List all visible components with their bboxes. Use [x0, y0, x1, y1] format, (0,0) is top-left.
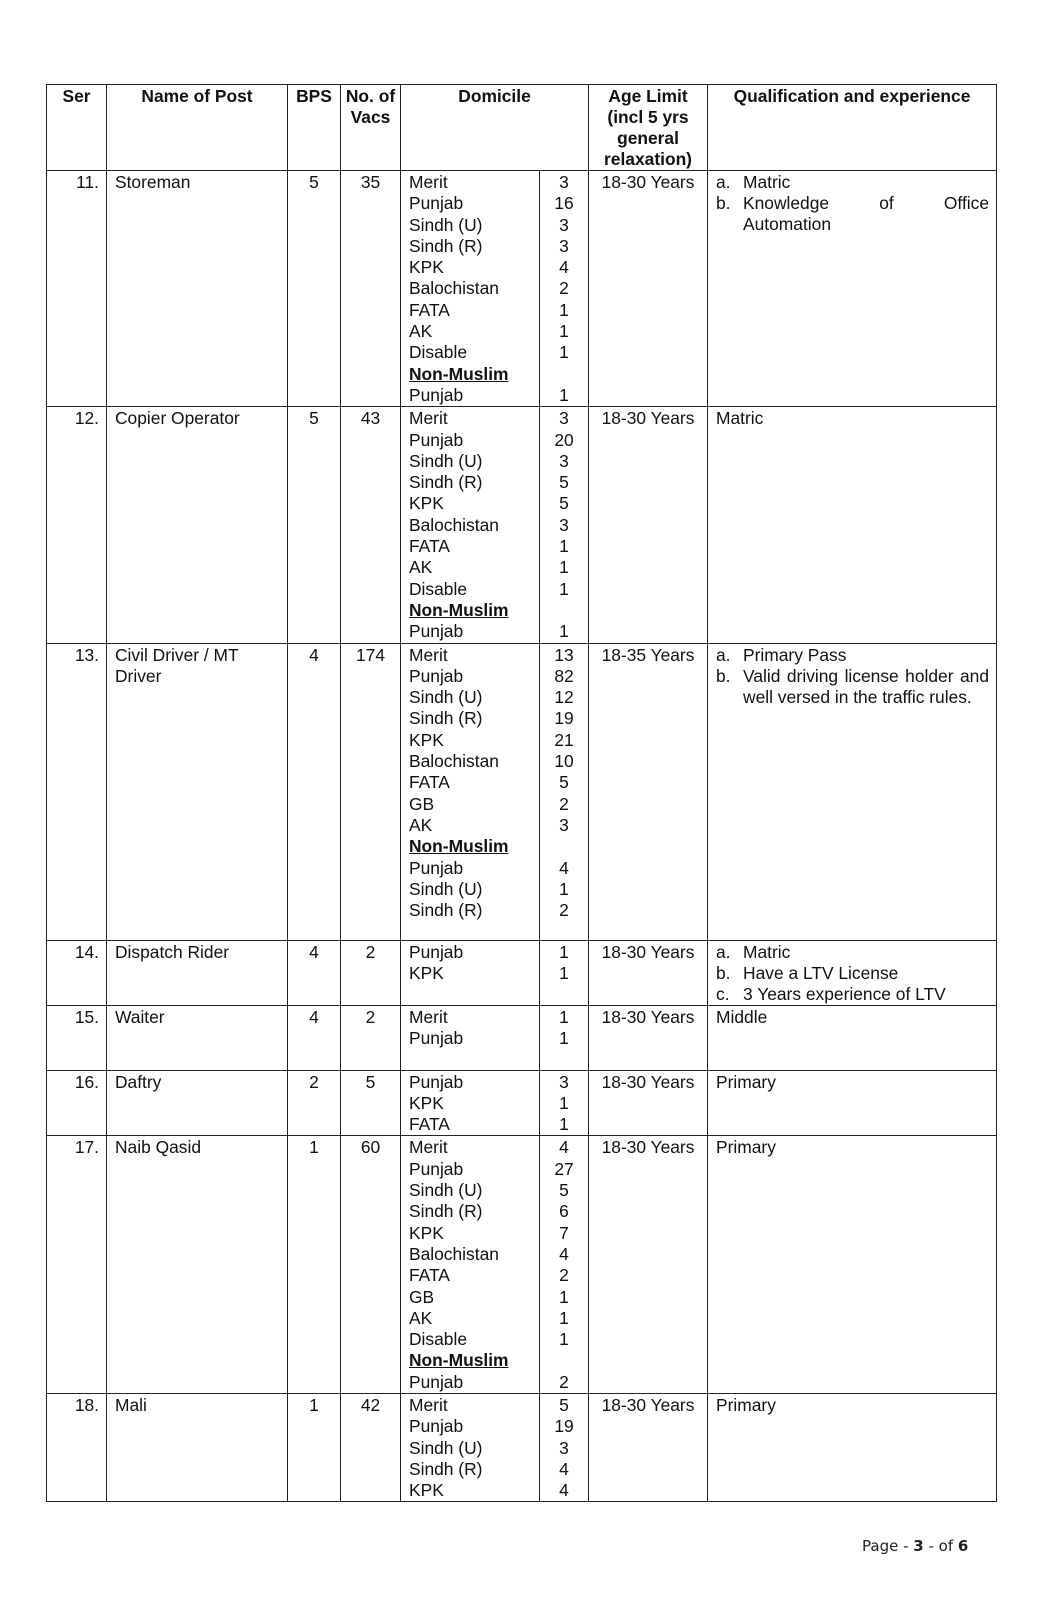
domicile-count: 4 — [559, 1480, 569, 1501]
footer-page-number: 3 — [913, 1537, 924, 1555]
domicile-count: 19 — [554, 1416, 574, 1437]
domicile-count: 3 — [559, 450, 569, 471]
domicile-name: Sindh (U) — [409, 450, 483, 471]
header-age-limit: Age Limit (incl 5 yrs general relaxation) — [589, 85, 708, 171]
domicile-count — [540, 836, 588, 857]
domicile-count: 20 — [554, 429, 574, 450]
footer-page-total: 6 — [957, 1537, 969, 1555]
domicile-count: 1 — [559, 321, 569, 342]
domicile-count: 3 — [559, 814, 569, 835]
domicile-list — [401, 171, 540, 407]
bps-grade: 4 — [288, 1005, 341, 1070]
qualification-list — [716, 1007, 989, 1028]
qualification-letter: a. — [716, 941, 731, 962]
table-row — [47, 407, 997, 643]
table-row — [47, 940, 997, 1005]
domicile-count: 1 — [559, 342, 569, 363]
domicile-count: 27 — [554, 1158, 574, 1179]
domicile-count — [540, 600, 588, 621]
domicile-name: FATA — [409, 1114, 450, 1135]
qualification-item — [716, 984, 989, 1005]
domicile-name: Sindh (R) — [409, 1201, 483, 1222]
qualification-list — [716, 408, 989, 429]
qualification-list — [716, 1395, 989, 1416]
domicile-count — [540, 1350, 588, 1371]
domicile-count: 1 — [559, 962, 569, 983]
domicile-count: 4 — [559, 1243, 569, 1264]
qualification-item — [716, 172, 989, 193]
table-row — [47, 1393, 997, 1501]
serial-number: 14. — [47, 940, 107, 1005]
domicile-name: Punjab — [409, 1071, 464, 1092]
domicile-count: 1 — [559, 621, 569, 642]
domicile-counts — [540, 171, 589, 407]
bps-grade: 1 — [288, 1393, 341, 1501]
domicile-name: Balochistan — [409, 751, 499, 772]
domicile-name: FATA — [409, 772, 450, 793]
domicile-name: Merit — [409, 1006, 448, 1027]
domicile-count: 4 — [559, 1137, 569, 1158]
domicile-name: Merit — [409, 408, 448, 429]
domicile-name: KPK — [409, 493, 444, 514]
domicile-name: Disable — [409, 578, 467, 599]
qualification-text: 3 Years experience of LTV — [743, 983, 946, 1004]
domicile-name: Punjab — [409, 193, 464, 214]
qualification-text: Primary Pass — [743, 644, 847, 665]
qualification-item — [716, 666, 989, 708]
domicile-count: 13 — [554, 644, 574, 665]
serial-number: 16. — [47, 1070, 107, 1136]
domicile-counts — [540, 940, 589, 1005]
post-name: Waiter — [107, 1005, 288, 1070]
qualification — [708, 1005, 997, 1070]
qualification-letter: a. — [716, 644, 731, 665]
domicile-name: Balochistan — [409, 1243, 499, 1264]
bps-grade: 5 — [288, 171, 341, 407]
qualification-text: Matric — [743, 172, 791, 192]
domicile-category-heading: Non-Muslim — [409, 363, 509, 384]
serial-number: 13. — [47, 643, 107, 940]
qualification-item — [716, 193, 989, 235]
domicile-name: Merit — [409, 1394, 448, 1415]
domicile-name: Merit — [409, 1137, 448, 1158]
qualification — [708, 171, 997, 407]
vacancy-count: 43 — [341, 407, 401, 643]
qualification-text: Knowledge of Office Automation — [743, 193, 990, 234]
post-name: Daftry — [107, 1070, 288, 1136]
domicile-count: 3 — [559, 172, 569, 192]
domicile-count: 5 — [559, 472, 569, 493]
bps-grade: 4 — [288, 940, 341, 1005]
domicile-name: Sindh (R) — [409, 900, 483, 921]
footer-of-word: - of — [928, 1537, 954, 1555]
domicile-count: 6 — [559, 1201, 569, 1222]
serial-number: 12. — [47, 407, 107, 643]
domicile-name: AK — [409, 557, 433, 578]
domicile-name: KPK — [409, 257, 444, 278]
domicile-list — [401, 643, 540, 940]
domicile-count: 3 — [559, 408, 569, 429]
domicile-count: 19 — [554, 708, 574, 729]
domicile-name: Sindh (R) — [409, 708, 483, 729]
table-row — [47, 1136, 997, 1394]
vacancies-table — [46, 84, 997, 1502]
domicile-name: KPK — [409, 962, 444, 983]
domicile-name: FATA — [409, 299, 450, 320]
qualification-item — [716, 942, 989, 963]
domicile-count: 4 — [559, 857, 569, 878]
domicile-count: 1 — [559, 299, 569, 320]
domicile-count: 2 — [559, 793, 569, 814]
qualification-text: Primary — [716, 1394, 776, 1415]
domicile-count: 82 — [554, 665, 574, 686]
domicile-name: Sindh (U) — [409, 1437, 483, 1458]
bps-grade: 2 — [288, 1070, 341, 1136]
domicile-list — [401, 1393, 540, 1501]
domicile-name: KPK — [409, 1092, 444, 1113]
domicile-count: 5 — [559, 1180, 569, 1201]
domicile-counts — [540, 407, 589, 643]
post-name: Mali — [107, 1393, 288, 1501]
qualification-letter: b. — [716, 193, 731, 213]
post-name: Copier Operator — [107, 407, 288, 643]
domicile-list — [401, 407, 540, 643]
domicile-name: FATA — [409, 1265, 450, 1286]
domicile-count: 1 — [559, 1307, 569, 1328]
domicile-name: Punjab — [409, 941, 464, 962]
domicile-count: 2 — [559, 900, 569, 921]
domicile-name: Punjab — [409, 429, 464, 450]
bps-grade: 4 — [288, 643, 341, 940]
domicile-name: Sindh (U) — [409, 1180, 483, 1201]
domicile-count: 7 — [559, 1222, 569, 1243]
domicile-name: Punjab — [409, 384, 464, 405]
domicile-counts — [540, 1070, 589, 1136]
domicile-count: 21 — [554, 729, 574, 750]
qualification — [708, 1070, 997, 1136]
qualification-letter: a. — [716, 172, 731, 192]
domicile-name: Sindh (R) — [409, 1458, 483, 1479]
post-name: Civil Driver / MT Driver — [107, 643, 288, 940]
age-limit: 18-35 Years — [589, 643, 708, 940]
footer-page-word: Page - — [862, 1537, 909, 1555]
domicile-count: 3 — [559, 1437, 569, 1458]
domicile-name: GB — [409, 793, 435, 814]
domicile-name: AK — [409, 814, 433, 835]
header-ser: Ser — [47, 85, 107, 171]
vacancy-count: 2 — [341, 1005, 401, 1070]
table-row — [47, 1005, 997, 1070]
table-body — [47, 171, 997, 1502]
domicile-name: Punjab — [409, 857, 464, 878]
domicile-count: 3 — [559, 1071, 569, 1092]
domicile-list — [401, 940, 540, 1005]
qualification-list — [716, 1137, 989, 1158]
header-name-of-post: Name of Post — [107, 85, 288, 171]
domicile-name: KPK — [409, 1480, 444, 1501]
domicile-count: 1 — [559, 1286, 569, 1307]
header-qualification: Qualification and experience — [708, 85, 997, 171]
domicile-count: 1 — [559, 878, 569, 899]
vacancy-count: 42 — [341, 1393, 401, 1501]
domicile-name: Sindh (U) — [409, 687, 483, 708]
domicile-name: Merit — [409, 644, 448, 665]
domicile-count: 1 — [559, 1027, 569, 1048]
post-name: Naib Qasid — [107, 1136, 288, 1394]
vacancy-count: 5 — [341, 1070, 401, 1136]
qualification-letter: b. — [716, 962, 731, 983]
age-limit: 18-30 Years — [589, 1005, 708, 1070]
bps-grade: 5 — [288, 407, 341, 643]
qualification-text: Middle — [716, 1006, 768, 1027]
qualification-text: Matric — [743, 941, 791, 962]
vacancy-count: 35 — [341, 171, 401, 407]
qualification-text: Valid driving license holder and well versed in the traffic rules. — [743, 665, 990, 707]
qualification-text: Have a LTV License — [743, 962, 899, 983]
age-limit: 18-30 Years — [589, 940, 708, 1005]
serial-number: 18. — [47, 1393, 107, 1501]
qualification — [708, 1393, 997, 1501]
domicile-name: AK — [409, 321, 433, 342]
qualification-letter: c. — [716, 983, 730, 1004]
domicile-name: KPK — [409, 729, 444, 750]
domicile-counts — [540, 1136, 589, 1394]
domicile-name: Punjab — [409, 1416, 464, 1437]
age-limit: 18-30 Years — [589, 171, 708, 407]
table-row — [47, 643, 997, 940]
age-limit: 18-30 Years — [589, 1070, 708, 1136]
domicile-count: 1 — [559, 1329, 569, 1350]
serial-number: 17. — [47, 1136, 107, 1394]
domicile-count: 1 — [559, 1114, 569, 1135]
qualification-item — [716, 645, 989, 666]
domicile-name: Balochistan — [409, 278, 499, 299]
qualification-list — [716, 1072, 989, 1093]
qualification-text: Matric — [716, 408, 764, 429]
domicile-counts — [540, 1393, 589, 1501]
domicile-category-heading: Non-Muslim — [409, 836, 509, 857]
qualification-text: Primary — [716, 1137, 776, 1158]
domicile-count: 5 — [559, 1394, 569, 1415]
domicile-counts — [540, 1005, 589, 1070]
domicile-count: 16 — [554, 193, 574, 214]
domicile-name: Disable — [409, 342, 467, 363]
domicile-name: Punjab — [409, 1371, 464, 1392]
qualification-list — [716, 172, 989, 235]
domicile-count: 3 — [559, 235, 569, 256]
domicile-count: 2 — [559, 1265, 569, 1286]
domicile-category-heading: Non-Muslim — [409, 1350, 509, 1371]
qualification-letter: b. — [716, 665, 731, 686]
domicile-name: Merit — [409, 172, 448, 192]
table-row — [47, 171, 997, 407]
domicile-count: 1 — [559, 1006, 569, 1027]
domicile-count: 4 — [559, 1458, 569, 1479]
domicile-name: Sindh (R) — [409, 472, 483, 493]
table-row — [47, 1070, 997, 1136]
domicile-count: 4 — [559, 257, 569, 278]
domicile-name: Punjab — [409, 1158, 464, 1179]
domicile-count: 1 — [559, 941, 569, 962]
serial-number: 11. — [47, 171, 107, 407]
vacancy-count: 60 — [341, 1136, 401, 1394]
age-limit: 18-30 Years — [589, 1136, 708, 1394]
vacancy-count: 2 — [341, 940, 401, 1005]
vacancy-count: 174 — [341, 643, 401, 940]
domicile-count: 1 — [559, 1092, 569, 1113]
header-no-of-vacs: No. of Vacs — [341, 85, 401, 171]
domicile-count: 5 — [559, 493, 569, 514]
domicile-counts — [540, 643, 589, 940]
domicile-name: Sindh (U) — [409, 214, 483, 235]
qualification-list — [716, 645, 989, 708]
domicile-name: GB — [409, 1286, 435, 1307]
domicile-name: Disable — [409, 1329, 467, 1350]
domicile-name: KPK — [409, 1222, 444, 1243]
bps-grade: 1 — [288, 1136, 341, 1394]
qualification — [708, 407, 997, 643]
qualification — [708, 1136, 997, 1394]
domicile-name: Balochistan — [409, 514, 499, 535]
domicile-name: FATA — [409, 536, 450, 557]
age-limit: 18-30 Years — [589, 407, 708, 643]
table-header-row — [47, 85, 997, 171]
domicile-count — [540, 364, 588, 385]
domicile-list — [401, 1136, 540, 1394]
domicile-category-heading: Non-Muslim — [409, 599, 509, 620]
post-name: Storeman — [107, 171, 288, 407]
post-name: Dispatch Rider — [107, 940, 288, 1005]
qualification — [708, 940, 997, 1005]
page-footer — [862, 1537, 968, 1555]
age-limit: 18-30 Years — [589, 1393, 708, 1501]
domicile-count: 1 — [559, 578, 569, 599]
domicile-list — [401, 1070, 540, 1136]
domicile-name: Punjab — [409, 1027, 464, 1048]
domicile-name: Punjab — [409, 621, 464, 642]
domicile-name: AK — [409, 1307, 433, 1328]
domicile-count: 1 — [559, 384, 569, 405]
domicile-list — [401, 1005, 540, 1070]
qualification-item — [716, 963, 989, 984]
domicile-count: 1 — [559, 557, 569, 578]
qualification-text: Primary — [716, 1071, 776, 1092]
domicile-count: 2 — [559, 1371, 569, 1392]
domicile-count: 12 — [554, 687, 574, 708]
domicile-count: 10 — [554, 751, 574, 772]
domicile-name: Punjab — [409, 665, 464, 686]
domicile-count: 2 — [559, 278, 569, 299]
header-bps: BPS — [288, 85, 341, 171]
domicile-count: 3 — [559, 514, 569, 535]
domicile-count: 3 — [559, 214, 569, 235]
header-domicile: Domicile — [401, 85, 589, 171]
domicile-name: Sindh (U) — [409, 878, 483, 899]
domicile-count: 1 — [559, 536, 569, 557]
domicile-count: 5 — [559, 772, 569, 793]
qualification — [708, 643, 997, 940]
serial-number: 15. — [47, 1005, 107, 1070]
qualification-list — [716, 942, 989, 1005]
domicile-name: Sindh (R) — [409, 235, 483, 256]
